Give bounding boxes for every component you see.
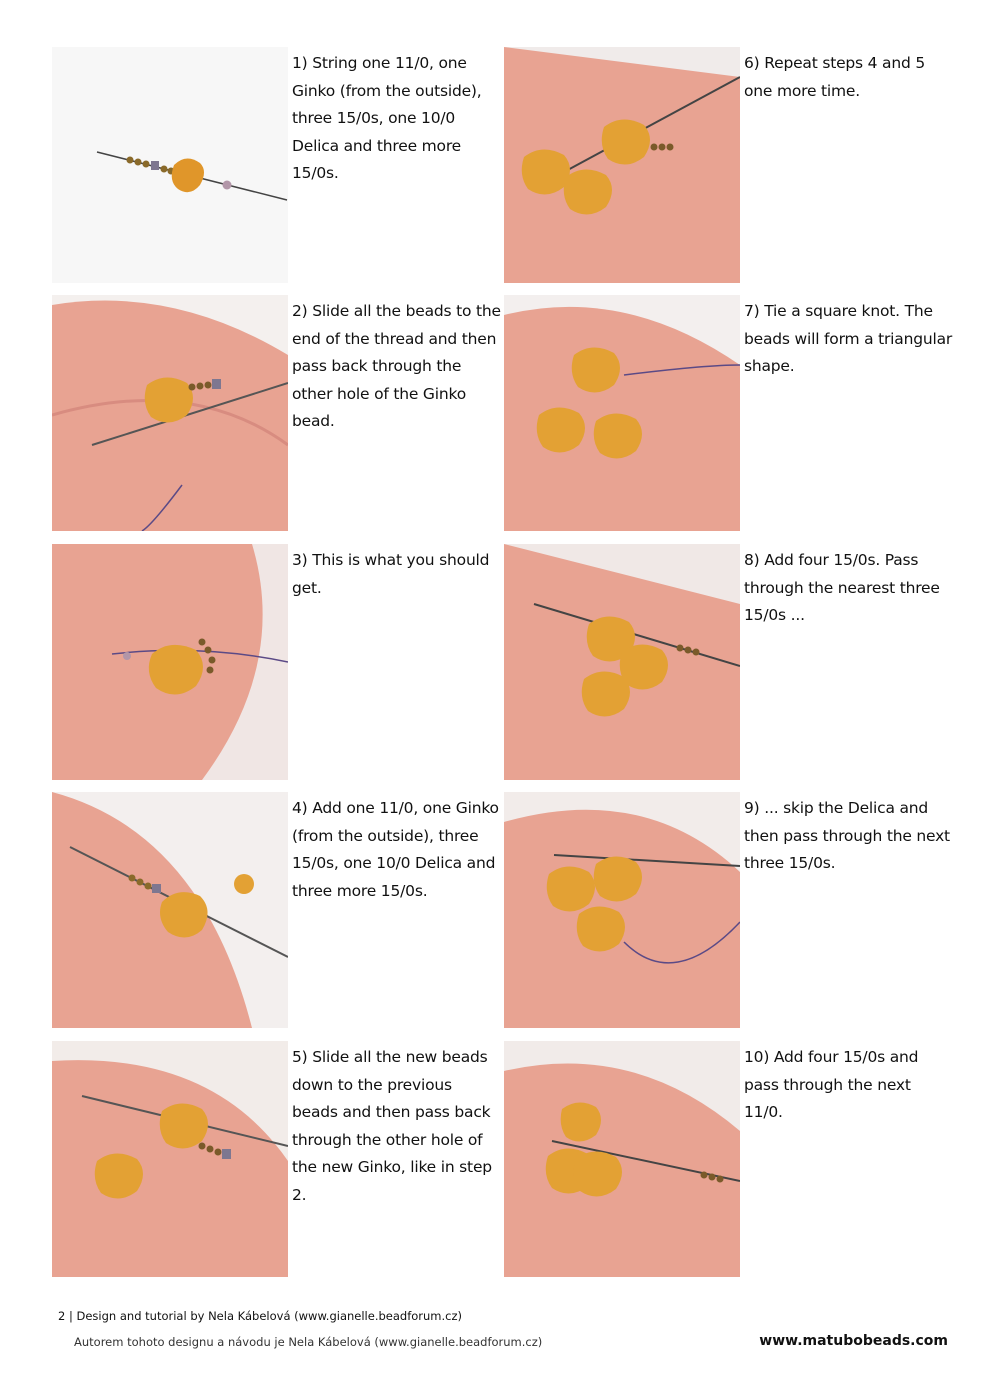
step-1-photo: [52, 47, 288, 283]
step-3-photo: [52, 544, 288, 780]
step-7-text: 7) Tie a square knot. The beads will form a triangular shape.: [744, 302, 953, 375]
step-7-photo: [504, 295, 740, 531]
step-4-text: 4) Add one 11/0, one Ginko (from the outside), three 15/0s, one 10/0 Delica and three more 15/0s.: [292, 799, 499, 900]
footer-brand-url: www.matubobeads.com: [759, 1333, 948, 1349]
step-8-photo: [504, 544, 740, 780]
footer-credit-czech: Autorem tohoto designu a návodu je Nela Kábelová (www.gianelle.beadforum.cz): [74, 1335, 543, 1349]
step-8-text: 8) Add four 15/0s. Pass through the nearest three 15/0s ...: [744, 551, 940, 624]
step-10-photo: [504, 1041, 740, 1277]
step-4-photo: [52, 792, 288, 1028]
step-1-text: 1) String one 11/0, one Ginko (from the outside), three 15/0s, one 10/0 Delica and three more 15/0s.: [292, 54, 482, 182]
step-6-photo: [504, 47, 740, 283]
step-9-photo: [504, 792, 740, 1028]
step-2-photo: [52, 295, 288, 531]
step-5-photo: [52, 1041, 288, 1277]
footer-credit: 2 | Design and tutorial by Nela Kábelová (www.gianelle.beadforum.cz): [58, 1309, 463, 1323]
step-2-text: 2) Slide all the beads to the end of the thread and then pass back through the other hole of the Ginko bead.: [292, 302, 501, 430]
step-6-text: 6) Repeat steps 4 and 5 one more time.: [744, 54, 925, 100]
step-5-text: 5) Slide all the new beads down to the previous beads and then pass back through the other hole of the new Ginko, like in step 2.: [292, 1048, 492, 1204]
step-10-text: 10) Add four 15/0s and pass through the next 11/0.: [744, 1048, 919, 1121]
step-9-text: 9) ... skip the Delica and then pass through the next three 15/0s.: [744, 799, 950, 872]
step-3-text: 3) This is what you should get.: [292, 551, 490, 597]
